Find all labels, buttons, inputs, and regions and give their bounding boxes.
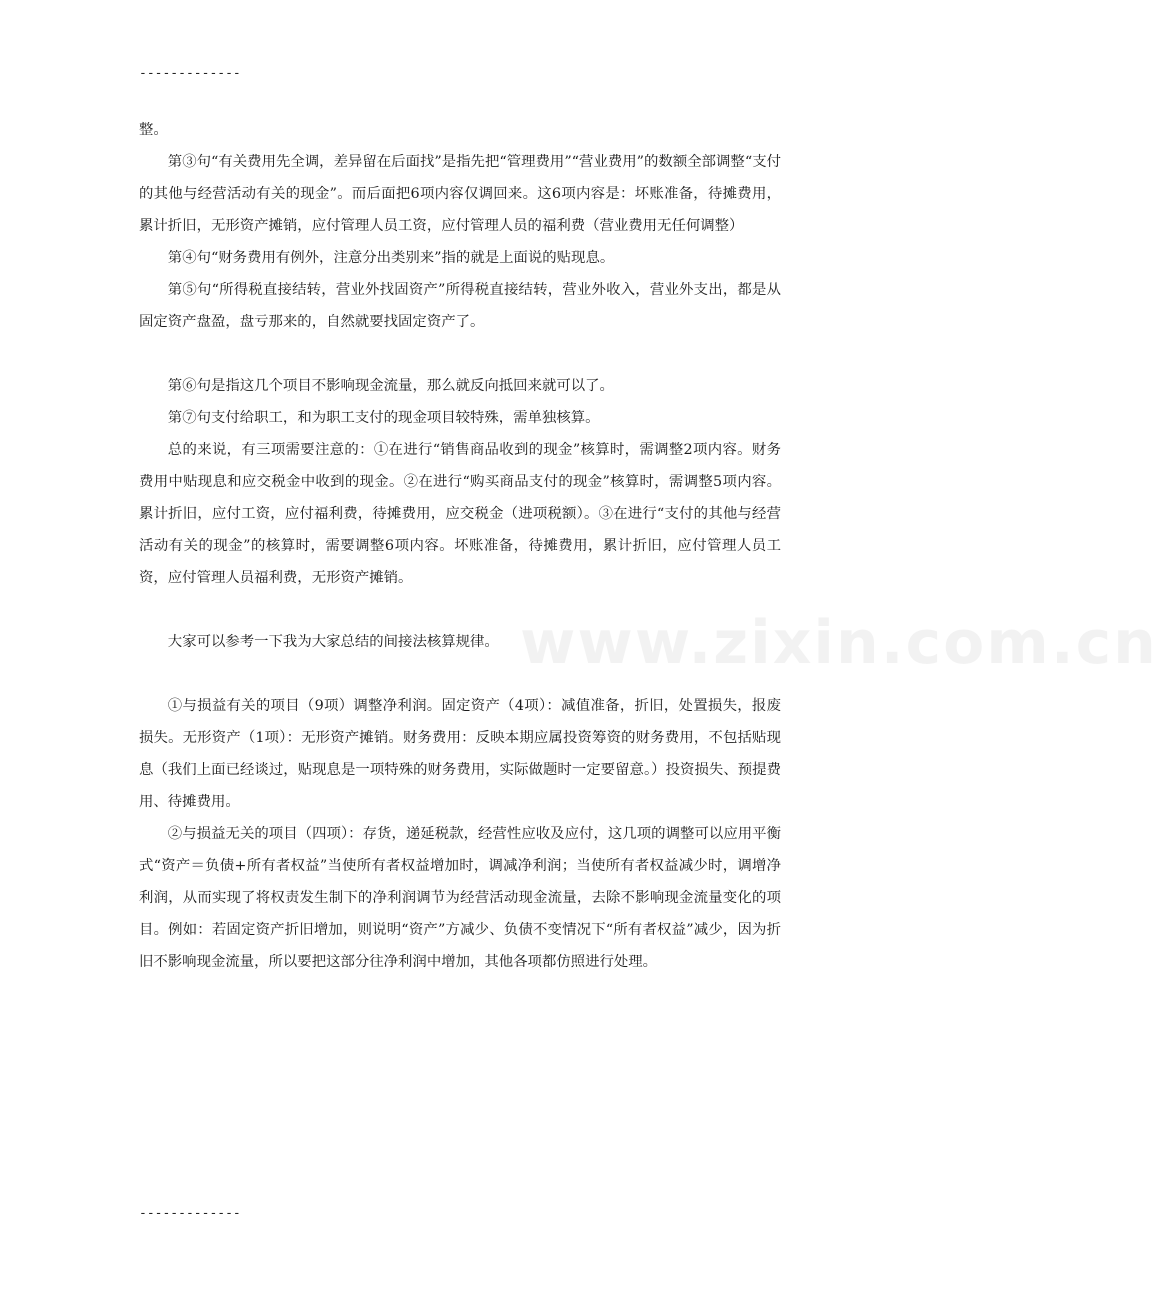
paragraph-sentence-3: 第③句“有关费用先全调，差异留在后面找”是指先把“管理费用”“营业费用”的数额全部调整“支付的其他与经营活动有关的现金”。而后面把6项内容仅调回来。这6项内容是：坏账准备，待摊费用，累计折旧，无形资产摊销，应付管理人员工资，应付管理人员的福利费（营业费用无任何调整） xyxy=(139,154,781,234)
paragraph-reference: 大家可以参考一下我为大家总结的间接法核算规律。 xyxy=(167,634,499,650)
spacer xyxy=(139,594,781,626)
paragraph-summary: 总的来说，有三项需要注意的：①在进行“销售商品收到的现金”核算时，需调整2项内容。财务费用中贴现息和应交税金中收到的现金。②在进行“购买商品支付的现金”核算时，需调整5项内容。累计折旧，应付工资，应付福利费，待摊费用，应交税金（进项税额）。③在进行“支付的其他与经营活动有关的现金”的核算时，需要调整6项内容。坏账准备，待摊费用，累计折旧，应付管理人员工资，应付管理人员福利费，无形资产摊销。 xyxy=(139,442,781,586)
paragraph-sentence-6: 第⑥句是指这几个项目不影响现金流量，那么就反向抵回来就可以了。 xyxy=(167,378,614,394)
spacer xyxy=(139,658,781,690)
paragraph-continuation: 整。 xyxy=(139,122,168,138)
paragraph-sentence-4: 第④句“财务费用有例外，注意分出类别来”指的就是上面说的贴现息。 xyxy=(167,250,615,266)
spacer xyxy=(139,338,781,370)
footer-rule: ------------- xyxy=(139,1206,241,1221)
paragraph-sentence-7: 第⑦句支付给职工，和为职工支付的现金项目较特殊，需单独核算。 xyxy=(167,410,600,426)
paragraph-profit-loss-items: ①与损益有关的项目（9项）调整净利润。固定资产（4项）：减值准备，折旧，处置损失，报废损失。无形资产（1项）：无形资产摊销。财务费用：反映本期应属投资筹资的财务费用，不包括贴现息（我们上面已经谈过，贴现息是一项特殊的财务费用，实际做题时一定要留意。）投资损失、预提费用、待摊费用。 xyxy=(139,698,781,810)
watermark: www.zixin.com.cn xyxy=(520,608,1158,678)
header-rule: ------------- xyxy=(139,66,241,81)
paragraph-sentence-5: 第⑤句“所得税直接结转，营业外找固资产”所得税直接结转，营业外收入，营业外支出，都是从固定资产盘盈，盘亏那来的，自然就要找固定资产了。 xyxy=(139,282,781,330)
paragraph-non-profit-loss-items: ②与损益无关的项目（四项）：存货，递延税款，经营性应收及应付，这几项的调整可以应用平衡式“资产＝负债+所有者权益”当使所有者权益增加时，调减净利润；当使所有者权益减少时，调增净利润，从而实现了将权责发生制下的净利润调节为经营活动现金流量，去除不影响现金流量变化的项目。例如：若固定资产折旧增加，则说明“资产”方减少、负债不变情况下“所有者权益”减少，因为折旧不影响现金流量，所以要把这部分往净利润中增加，其他各项都仿照进行处理。 xyxy=(139,826,781,970)
document-body xyxy=(139,114,781,978)
